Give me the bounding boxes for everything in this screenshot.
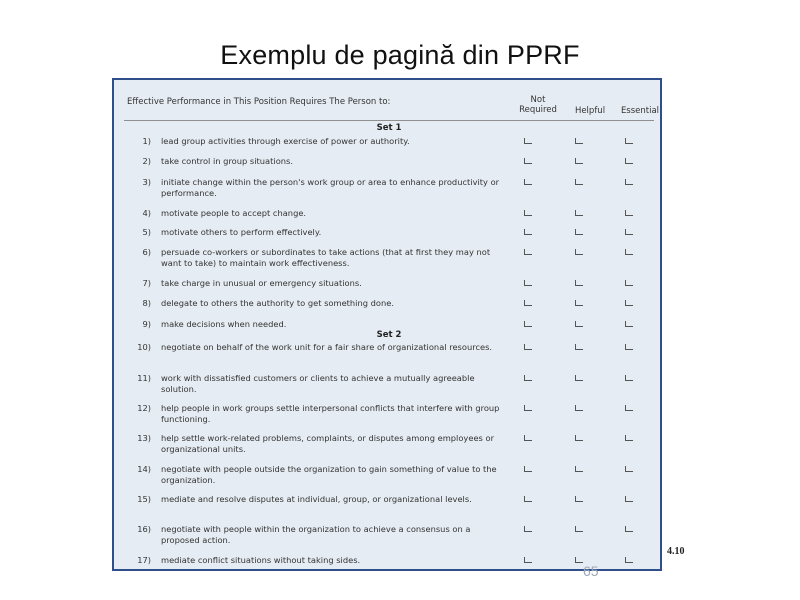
header-label: Effective Performance in This Position Requires The Person to:	[127, 97, 391, 107]
item-row	[124, 555, 654, 566]
item-number: 16)	[137, 524, 151, 534]
checkbox-not-required[interactable]	[524, 375, 532, 381]
item-text: delegate to others the authority to get something done.	[161, 298, 394, 308]
item-text: help people in work groups settle interpersonal conflicts that interfere with group functioning.	[161, 403, 500, 424]
item-text: negotiate with people within the organization to achieve a consensus on a proposed action.	[161, 524, 471, 545]
item-number: 17)	[137, 555, 151, 565]
item-number: 2)	[142, 156, 151, 166]
checkbox-not-required[interactable]	[524, 300, 532, 306]
checkbox-essential[interactable]	[625, 138, 633, 144]
checkbox-helpful[interactable]	[575, 300, 583, 306]
checkbox-helpful[interactable]	[575, 435, 583, 441]
checkbox-helpful[interactable]	[575, 375, 583, 381]
checkbox-helpful[interactable]	[575, 321, 583, 327]
set-heading: Set 1	[376, 123, 402, 133]
checkbox-not-required[interactable]	[524, 280, 532, 286]
checkbox-essential[interactable]	[625, 280, 633, 286]
checkbox-helpful[interactable]	[575, 210, 583, 216]
item-number: 15)	[137, 494, 151, 504]
checkbox-not-required[interactable]	[524, 229, 532, 235]
item-number: 11)	[137, 373, 151, 383]
checkbox-essential[interactable]	[625, 179, 633, 185]
checkbox-helpful[interactable]	[575, 496, 583, 502]
item-row	[124, 319, 654, 330]
item-text: mediate and resolve disputes at individual, group, or organizational levels.	[161, 494, 472, 504]
item-number: 10)	[137, 342, 151, 352]
checkbox-essential[interactable]	[625, 466, 633, 472]
item-text: persuade co-workers or subordinates to take actions (that at first they may not want to take) to maintain work effectiveness.	[161, 247, 491, 268]
slide-title: Exemplu de pagină din PPRF	[220, 40, 580, 70]
checkbox-not-required[interactable]	[524, 210, 532, 216]
item-text: mediate conflict situations without taking sides.	[161, 555, 361, 565]
item-number: 1)	[142, 136, 151, 146]
item-number: 6)	[142, 247, 151, 257]
item-row	[124, 433, 654, 455]
item-row	[124, 177, 654, 199]
checkbox-essential[interactable]	[625, 300, 633, 306]
item-text: help settle work-related problems, complaints, or disputes among employees or organizational units.	[161, 433, 494, 454]
item-number: 14)	[137, 464, 151, 474]
item-row	[124, 373, 654, 395]
checkbox-helpful[interactable]	[575, 280, 583, 286]
item-text: motivate others to perform effectively.	[161, 227, 322, 237]
checkbox-not-required[interactable]	[524, 138, 532, 144]
set-heading: Set 2	[376, 330, 402, 340]
checkbox-essential[interactable]	[625, 344, 633, 350]
item-number: 5)	[142, 227, 151, 237]
item-text: motivate people to accept change.	[161, 208, 307, 218]
checkbox-essential[interactable]	[625, 229, 633, 235]
checkbox-essential[interactable]	[625, 375, 633, 381]
item-number: 4)	[142, 208, 151, 218]
checkbox-helpful[interactable]	[575, 158, 583, 164]
checkbox-not-required[interactable]	[524, 466, 532, 472]
item-text: negotiate with people outside the organization to gain something of value to the organization.	[161, 464, 497, 485]
checkbox-not-required[interactable]	[524, 249, 532, 255]
checkbox-helpful[interactable]	[575, 249, 583, 255]
item-row	[124, 494, 654, 516]
page-number: 65	[583, 563, 599, 579]
checkbox-not-required[interactable]	[524, 158, 532, 164]
form-header	[124, 90, 660, 121]
checkbox-helpful[interactable]	[575, 405, 583, 411]
column-essential: Essential	[620, 106, 660, 116]
checkbox-not-required[interactable]	[524, 435, 532, 441]
checkbox-essential[interactable]	[625, 526, 633, 532]
checkbox-not-required[interactable]	[524, 321, 532, 327]
item-number: 8)	[142, 298, 151, 308]
checkbox-helpful[interactable]	[575, 526, 583, 532]
item-text: make decisions when needed.	[161, 319, 287, 329]
item-number: 9)	[142, 319, 151, 329]
item-row	[124, 342, 654, 364]
item-row	[124, 278, 654, 289]
checkbox-essential[interactable]	[625, 496, 633, 502]
column-not-required: Not Required	[519, 95, 557, 115]
item-row	[124, 208, 654, 219]
checkbox-not-required[interactable]	[524, 496, 532, 502]
item-text: negotiate on behalf of the work unit for a fair share of organizational resources.	[161, 342, 493, 352]
item-text: take control in group situations.	[161, 156, 293, 166]
checkbox-essential[interactable]	[625, 435, 633, 441]
checkbox-essential[interactable]	[625, 405, 633, 411]
column-helpful: Helpful	[574, 106, 606, 116]
checkbox-helpful[interactable]	[575, 557, 583, 563]
item-row	[124, 298, 654, 309]
checkbox-not-required[interactable]	[524, 405, 532, 411]
item-row	[124, 247, 654, 269]
item-row	[124, 524, 654, 546]
item-text: work with dissatisfied customers or clients to achieve a mutually agreeable solution.	[161, 373, 475, 394]
checkbox-essential[interactable]	[625, 321, 633, 327]
checkbox-helpful[interactable]	[575, 138, 583, 144]
checkbox-helpful[interactable]	[575, 344, 583, 350]
item-text: initiate change within the person's work group or area to enhance productivity or performance.	[161, 177, 500, 198]
item-number: 3)	[142, 177, 151, 187]
checkbox-essential[interactable]	[625, 210, 633, 216]
item-text: take charge in unusual or emergency situations.	[161, 278, 362, 288]
checkbox-not-required[interactable]	[524, 557, 532, 563]
checkbox-essential[interactable]	[625, 557, 633, 563]
checkbox-essential[interactable]	[625, 249, 633, 255]
checkbox-helpful[interactable]	[575, 179, 583, 185]
item-row	[124, 464, 654, 486]
checkbox-helpful[interactable]	[575, 229, 583, 235]
checkbox-not-required[interactable]	[524, 526, 532, 532]
item-number: 12)	[137, 403, 151, 413]
item-row	[124, 156, 654, 167]
item-row	[124, 227, 654, 238]
item-row	[124, 403, 654, 425]
checkbox-helpful[interactable]	[575, 466, 583, 472]
item-row	[124, 136, 654, 147]
checkbox-not-required[interactable]	[524, 179, 532, 185]
pprf-form-page	[112, 78, 662, 571]
figure-number-badge: 4.10	[667, 546, 685, 557]
item-number: 13)	[137, 433, 151, 443]
checkbox-essential[interactable]	[625, 158, 633, 164]
checkbox-not-required[interactable]	[524, 344, 532, 350]
item-number: 7)	[142, 278, 151, 288]
item-text: lead group activities through exercise of power or authority.	[161, 136, 410, 146]
